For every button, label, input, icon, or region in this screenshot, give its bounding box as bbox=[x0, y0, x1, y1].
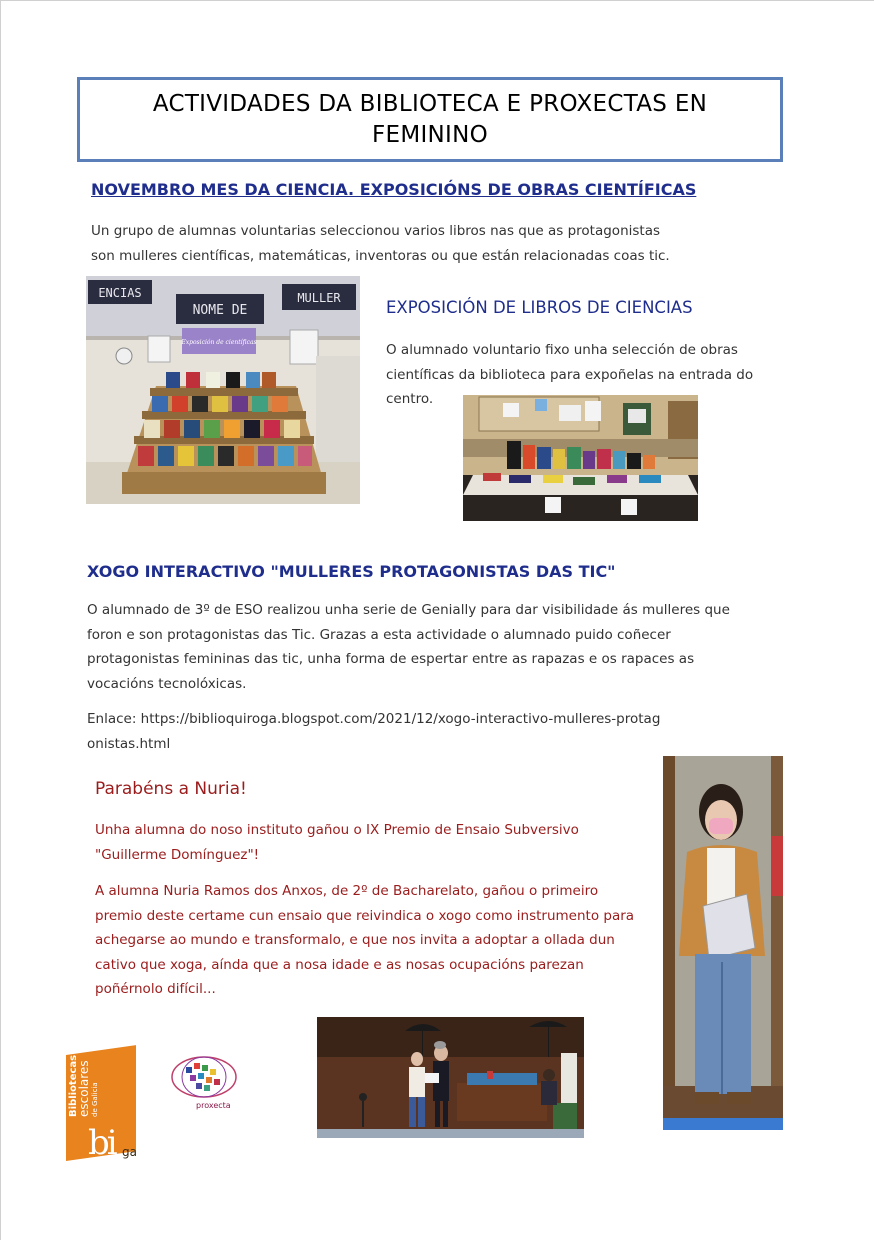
photo-sign: Exposición de científicas bbox=[181, 339, 257, 346]
section-paragraph-ciencia: Un grupo de alumnas voluntarias seleccionou varios libros nas que as protagonistas son mulleres científicas, matemáticas, inventoras ou que están relacionadas coas tic. bbox=[91, 223, 670, 264]
section-paragraph-nuria-2: A alumna Nuria Ramos dos Anxos, de 2º de Bacharelato, gañou o primeiro premio deste certame cun ensaio que reivindica o xogo como instrumento para achegarse ao mundo e transformalo, e que nos invita a adoptar a ollada dun cativo que xoga, aínda que a nosa idade e as nosas ocupacións parezan poñérnolo difícil... bbox=[95, 883, 635, 997]
logo-bibliotecas-line-2: escolares bbox=[77, 1060, 91, 1117]
section-heading-nuria: Parabéns a Nuria! bbox=[95, 779, 247, 799]
photo-award-ceremony bbox=[317, 1017, 584, 1138]
photo-banner-left: ENCIAS bbox=[98, 286, 142, 300]
photo-book-exhibition-image bbox=[86, 276, 360, 504]
photo-nuria-portrait-image bbox=[663, 756, 783, 1130]
expo-paragraph: O alumnado voluntario fixo unha selección de obras científicas da biblioteca para expoñelas na entrada do centro. bbox=[386, 342, 754, 407]
logo-proxecta-icon bbox=[168, 1055, 242, 1103]
photo-books-table-image bbox=[463, 395, 698, 521]
section-heading-ciencia: NOVEMBRO MES DA CIENCIA. EXPOSICIÓNS DE OBRAS CIENTÍFICAS bbox=[91, 180, 697, 199]
photo-nuria-portrait bbox=[663, 756, 783, 1130]
page-title-text: ACTIVIDADES DA BIBLIOTECA E PROXECTAS EN FEMININO bbox=[152, 90, 708, 148]
logo-bibliotecas-line-1: Bibliotecas bbox=[68, 1054, 79, 1117]
logo-bibliotecas-mark: bi bbox=[88, 1123, 115, 1163]
section-link-xogo[interactable]: Enlace: https://biblioquiroga.blogspot.com/2021/12/xogo-interactivo-mulleres-protagonistas.html bbox=[87, 711, 661, 752]
photo-book-exhibition bbox=[86, 276, 360, 504]
expo-heading: EXPOSICIÓN DE LIBROS DE CIENCIAS bbox=[386, 298, 693, 317]
logo-proxecta-text: proxecta bbox=[196, 1101, 231, 1110]
page-edge-top bbox=[0, 0, 874, 1]
section-heading-xogo: XOGO INTERACTIVO "MULLERES PROTAGONISTAS DAS TIC" bbox=[87, 562, 616, 581]
section-paragraph-xogo: O alumnado de 3º de ESO realizou unha serie de Genially para dar visibilidade ás mulleres que foron e son protagonistas das Tic. Grazas a esta actividade o alumnado puido coñecer protagonistas femininas das tic, unha forma de espertar entre as rapazas e os rapaces as vocacións tecnolóxicas. bbox=[87, 602, 730, 692]
photo-books-table bbox=[463, 395, 698, 521]
section-paragraph-nuria-1: Unha alumna do noso instituto gañou o IX Premio de Ensaio Subversivo "Guillerme Domínguez"! bbox=[95, 822, 579, 863]
logo-bibliotecas-escolares bbox=[58, 1055, 142, 1167]
page-title bbox=[77, 77, 783, 162]
page-edge-left bbox=[0, 0, 1, 1240]
photo-banner-right: MULLER bbox=[297, 291, 341, 305]
logo-bibliotecas-suffix: ga bbox=[122, 1145, 137, 1159]
logo-bibliotecas-text bbox=[68, 1055, 101, 1117]
photo-award-ceremony-image bbox=[317, 1017, 584, 1138]
logo-bibliotecas-line-3: de Galicia bbox=[91, 1082, 99, 1117]
photo-banner-mid: NOME DE bbox=[192, 303, 248, 318]
logo-proxecta bbox=[168, 1055, 242, 1113]
